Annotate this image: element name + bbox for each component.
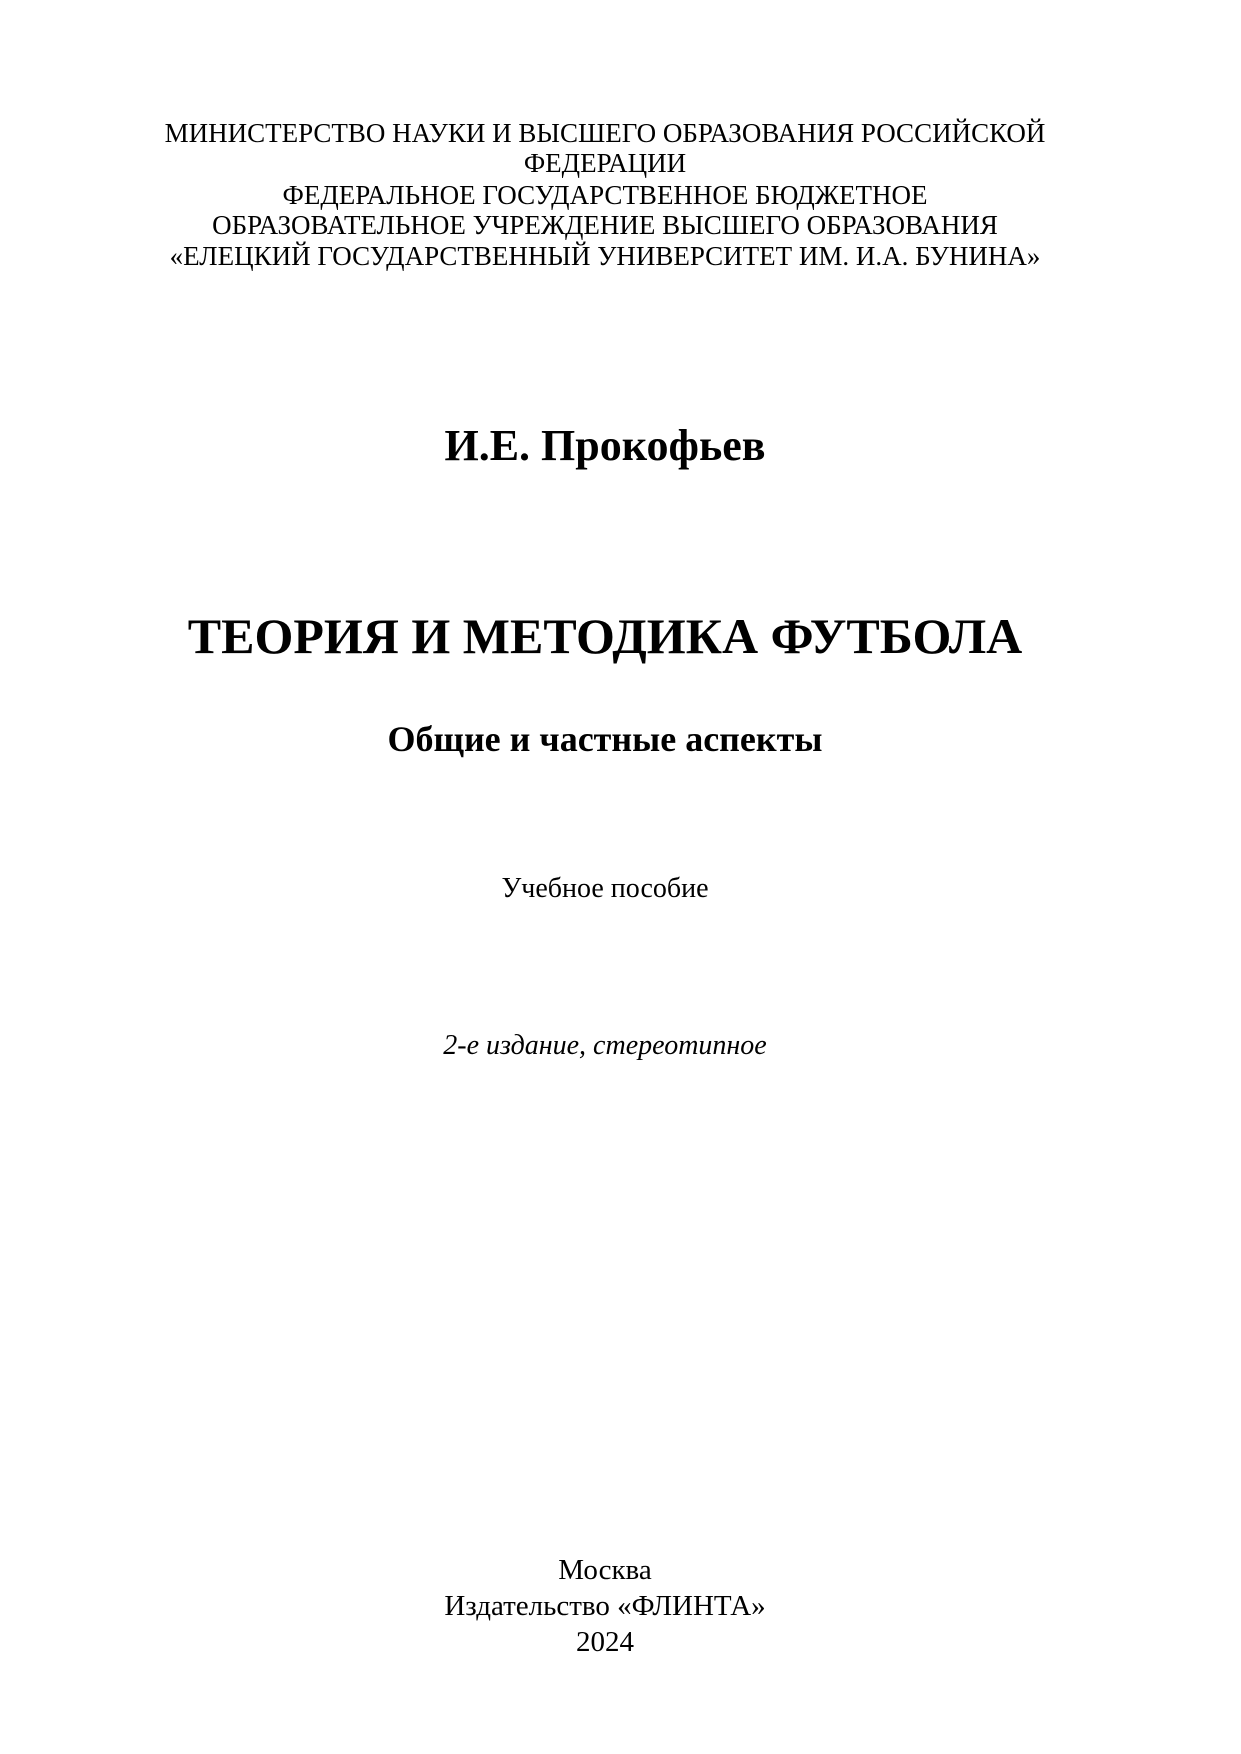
edition-note: 2-е издание, стереотипное xyxy=(443,1030,767,1061)
author-name: И.Е. Прокофьев xyxy=(444,421,766,470)
ministry-line-2: ФЕДЕРАЦИИ xyxy=(523,148,687,178)
institution-line-2: ОБРАЗОВАТЕЛЬНОЕ УЧРЕЖДЕНИЕ ВЫСШЕГО ОБРАЗОВАНИЯ xyxy=(212,210,998,240)
imprint-year: 2024 xyxy=(576,1626,634,1658)
university-name: «ЕЛЕЦКИЙ ГОСУДАРСТВЕННЫЙ УНИВЕРСИТЕТ ИМ. И.А. БУНИНА» xyxy=(169,241,1041,271)
book-title: ТЕОРИЯ И МЕТОДИКА ФУТБОЛА xyxy=(187,608,1023,664)
ministry-line-1: МИНИСТЕРСТВО НАУКИ И ВЫСШЕГО ОБРАЗОВАНИЯ РОССИЙСКОЙ xyxy=(164,118,1046,148)
institution-line-1: ФЕДЕРАЛЬНОЕ ГОСУДАРСТВЕННОЕ БЮДЖЕТНОЕ xyxy=(282,180,928,210)
imprint-city: Москва xyxy=(558,1554,652,1586)
book-subtitle: Общие и частные аспекты xyxy=(387,719,823,759)
document-type: Учебное пособие xyxy=(501,873,709,904)
imprint-publisher: Издательство «ФЛИНТА» xyxy=(444,1590,766,1622)
